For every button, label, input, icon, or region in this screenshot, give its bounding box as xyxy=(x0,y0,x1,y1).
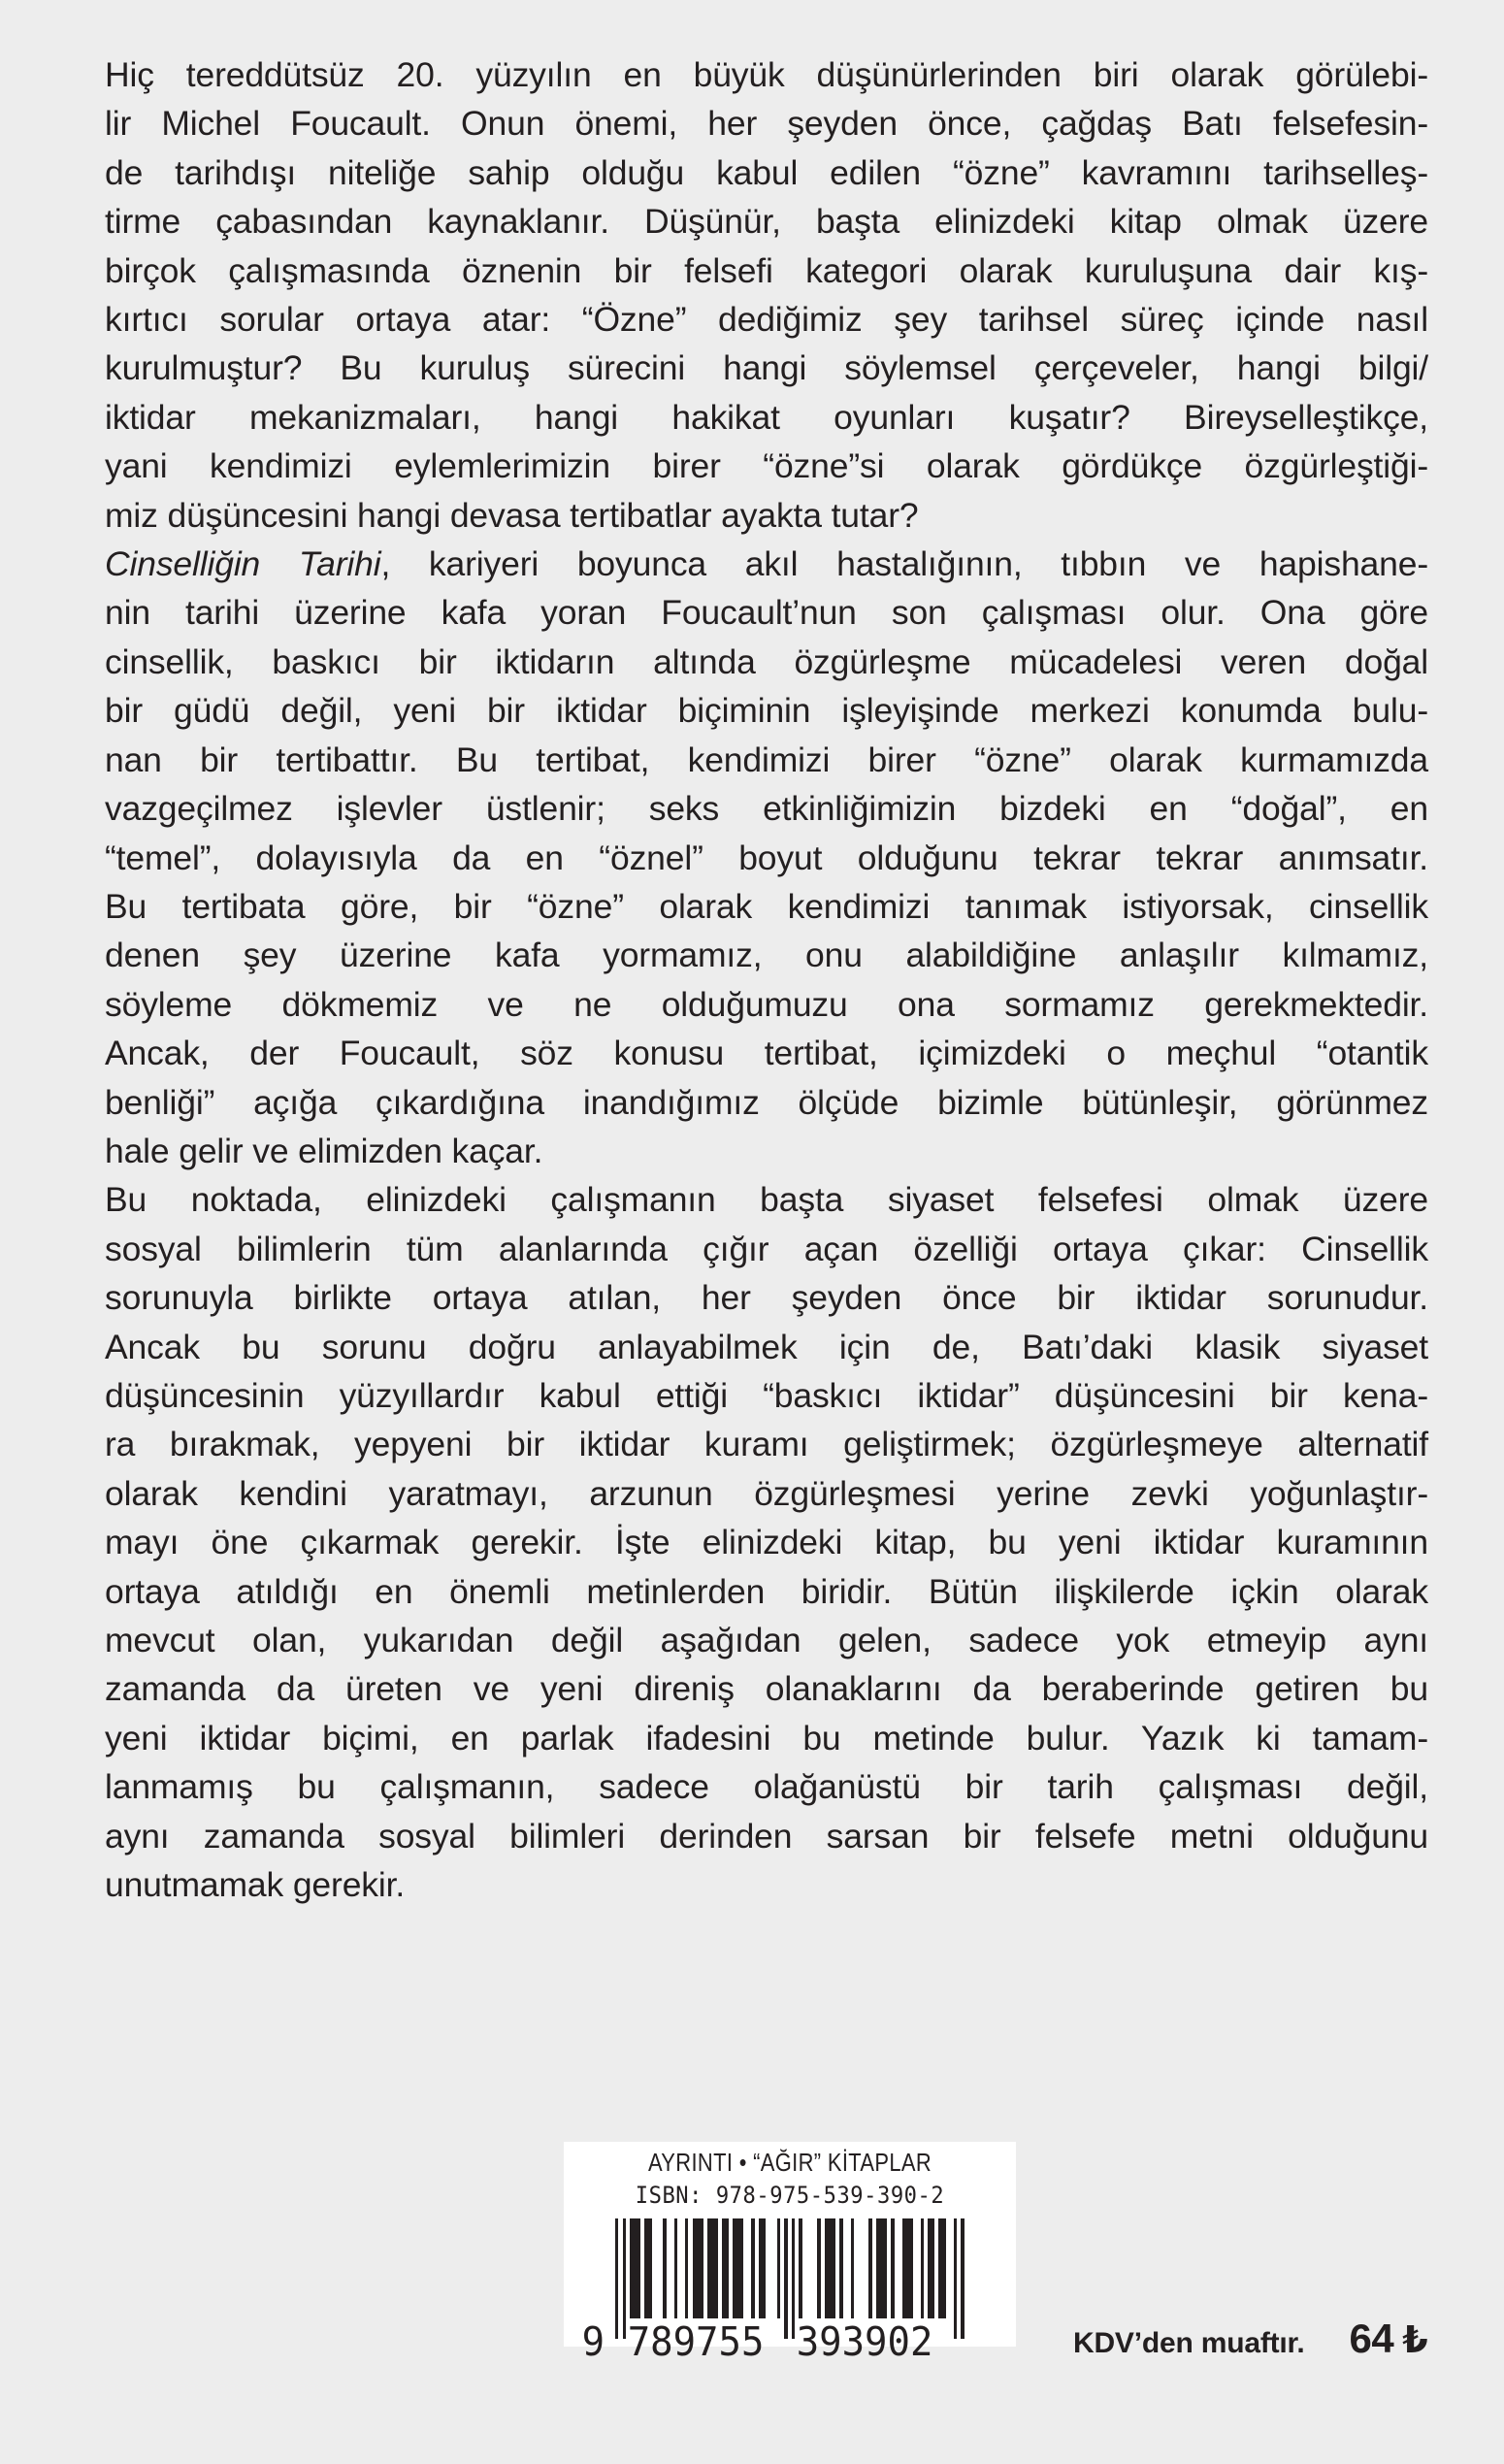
barcode-bar xyxy=(799,2218,801,2318)
blurb-line-text: , kariyeri boyunca akıl hastalığının, tıbbın ve hapishane- xyxy=(380,544,1428,584)
blurb-line: yeni iktidar biçimi, en parlak ifadesini bu metinde bulur. Yazık ki tamam- xyxy=(105,1718,1428,1758)
blurb-line: yani kendimizi eylemlerimizin birer “özne”si olarak gördükçe özgürleştiği- xyxy=(105,446,1428,486)
blurb-line: nin tarihi üzerine kafa yoran Foucault’nun son çalışması olur. Ona göre xyxy=(105,593,1428,633)
barcode-bar xyxy=(928,2218,934,2318)
barcode-bar xyxy=(693,2218,703,2318)
barcode-bar xyxy=(938,2218,945,2318)
blurb-line: iktidar mekanizmaları, hangi hakikat oyunları kuşatır? Bireyselleştikçe, xyxy=(105,397,1428,437)
blurb-line: sosyal bilimlerin tüm alanlarında çığır açan özelliği ortaya çıkar: Cinsellik xyxy=(105,1229,1428,1268)
blurb-line: benliği” açığa çıkardığına inandığımız ölçüde bizimle bütünleşir, görünmez xyxy=(105,1082,1428,1122)
barcode-digits xyxy=(564,2317,1016,2365)
barcode-bars xyxy=(615,2218,965,2318)
blurb-line: düşüncesinin yüzyıllardır kabul ettiği “baskıcı iktidar” düşüncesini bir kena- xyxy=(105,1375,1428,1415)
blurb-line: denen şey üzerine kafa yormamız, onu alabildiğine anlaşılır kılmamız, xyxy=(105,936,1428,975)
blurb-line: ortaya atıldığı en önemli metinlerden biridir. Bütün ilişkilerde içkin olarak xyxy=(105,1571,1428,1611)
barcode-bar xyxy=(644,2218,651,2318)
barcode-bar xyxy=(817,2218,820,2318)
barcode-bar xyxy=(868,2218,871,2318)
barcode-bar xyxy=(851,2218,854,2318)
barcode-bar xyxy=(876,2218,887,2318)
blurb-line: lir Michel Foucault. Onun önemi, her şeyden önce, çağdaş Batı felsefesin- xyxy=(105,104,1428,144)
blurb-line: hale gelir ve elimizden kaçar. xyxy=(105,1131,543,1170)
back-cover-blurb xyxy=(105,50,1428,1909)
blurb-line: mevcut olan, yukarıdan değil aşağıdan gelen, sadece yok etmeyip aynı xyxy=(105,1621,1428,1659)
barcode-bar xyxy=(902,2218,913,2318)
blurb-line: zamanda da üreten ve yeni direniş olanaklarını da beraberinde getiren bu xyxy=(105,1669,1428,1709)
blurb-line: söyleme dökmemiz ve ne olduğumuzu ona sormamız gerekmektedir. xyxy=(105,984,1428,1024)
blurb-line: ra bırakmak, yepyeni bir iktidar kuramı geliştirmek; özgürleşmeye alternatif xyxy=(105,1425,1428,1464)
blurb-line: olarak kendini yaratmayı, arzunun özgürleşmesi yerine zevki yoğunlaştır- xyxy=(105,1473,1428,1513)
blurb-line: Hiç tereddütsüz 20. yüzyılın en büyük düşünürlerinden biri olarak görülebi- xyxy=(105,55,1428,94)
barcode-publisher-line: AYRINTI • “AĞIR” KİTAPLAR xyxy=(647,2150,932,2177)
blurb-line: vazgeçilmez işlevler üstlenir; seks etkinliğimizin bizdeki en “doğal”, en xyxy=(105,789,1428,829)
blurb-line: cinsellik, baskıcı bir iktidarın altında özgürleşme mücadelesi veren doğal xyxy=(105,641,1428,681)
blurb-line: tirme çabasından kaynaklanır. Düşünür, başta elinizdeki kitap olmak üzere xyxy=(105,202,1428,242)
blurb-line: unutmamak gerekir. xyxy=(105,1865,406,1905)
blurb-line xyxy=(105,540,1428,588)
barcode-digit-prefix: 9 xyxy=(581,2317,605,2365)
barcode-panel xyxy=(564,2142,1016,2365)
barcode-bar xyxy=(777,2218,780,2318)
barcode-bar xyxy=(921,2218,924,2318)
barcode-bar xyxy=(839,2218,842,2318)
tax-note: KDV’den muaftır. xyxy=(1073,2327,1305,2359)
barcode-bar xyxy=(751,2218,754,2318)
lira-symbol: ₺ xyxy=(1402,2320,1428,2361)
barcode-bar xyxy=(733,2218,743,2318)
blurb-line: kurulmuştur? Bu kuruluş sürecini hangi söylemsel çerçeveler, hangi bilgi/ xyxy=(105,348,1428,388)
blurb-line: Bu tertibata göre, bir “özne” olarak kendimizi tanımak istiyorsak, cinsellik xyxy=(105,886,1428,926)
blurb-line: kırtıcı sorular ortaya atar: “Özne” dediğimiz şey tarihsel süreç içinde nasıl xyxy=(105,300,1428,340)
blurb-line: bir güdü değil, yeni bir iktidar biçiminin işleyişinde merkezi konumda bulu- xyxy=(105,691,1428,731)
barcode-bar xyxy=(674,2218,677,2318)
blurb-line: Ancak, der Foucault, söz konusu tertibat, içimizdeki o meçhul “otantik xyxy=(105,1034,1428,1073)
blurb-line: Bu noktada, elinizdeki çalışmanın başta siyaset felsefesi olmak üzere xyxy=(105,1180,1428,1220)
blurb-line: miz düşüncesini hangi devasa tertibatlar ayakta tutar? xyxy=(105,495,919,535)
barcode-bar xyxy=(663,2218,666,2318)
blurb-line: sorunuyla birlikte ortaya atılan, her şeyden önce bir iktidar sorunudur. xyxy=(105,1278,1428,1318)
barcode-bar xyxy=(707,2218,718,2318)
barcode-bar xyxy=(891,2218,894,2318)
blurb-line: “temel”, dolayısıyla da en “öznel” boyut olduğunu tekrar tekrar anımsatır. xyxy=(105,838,1428,877)
price-row xyxy=(1073,2316,1428,2366)
blurb-line: Ancak bu sorunu doğru anlayabilmek için de, Batı’daki klasik siyaset xyxy=(105,1327,1428,1366)
blurb-line: de tarihdışı niteliğe sahip olduğu kabul edilen “özne” kavramını tarihselleş- xyxy=(105,152,1428,192)
barcode-isbn-line: ISBN: 978-975-539-390-2 xyxy=(635,2181,945,2209)
blurb-line: aynı zamanda sosyal bilimleri derinden sarsan bir felsefe metni olduğunu xyxy=(105,1816,1428,1856)
blurb-line: nan bir tertibattır. Bu tertibat, kendimizi birer “özne” olarak kurmamızda xyxy=(105,739,1428,779)
barcode-bar xyxy=(759,2218,766,2318)
price-amount: 64 xyxy=(1349,2316,1394,2361)
book-title-italic: Cinselliğin Tarihi xyxy=(105,544,381,584)
barcode-digits-right: 393902 xyxy=(796,2317,933,2365)
blurb-line: lanmamış bu çalışmanın, sadece olağanüstü bir tarih çalışması değil, xyxy=(105,1767,1428,1807)
barcode-digits-left: 789755 xyxy=(627,2317,765,2365)
barcode-bar xyxy=(630,2218,640,2318)
barcode-bar xyxy=(685,2218,688,2318)
blurb-line: birçok çalışmasında öznenin bir felsefi kategori olarak kuruluşuna dair kış- xyxy=(105,250,1428,290)
barcode-bar xyxy=(722,2218,729,2318)
blurb-line: mayı öne çıkarmak gerekir. İşte elinizdeki kitap, bu yeni iktidar kuramının xyxy=(105,1523,1428,1562)
barcode-bar xyxy=(825,2218,835,2318)
